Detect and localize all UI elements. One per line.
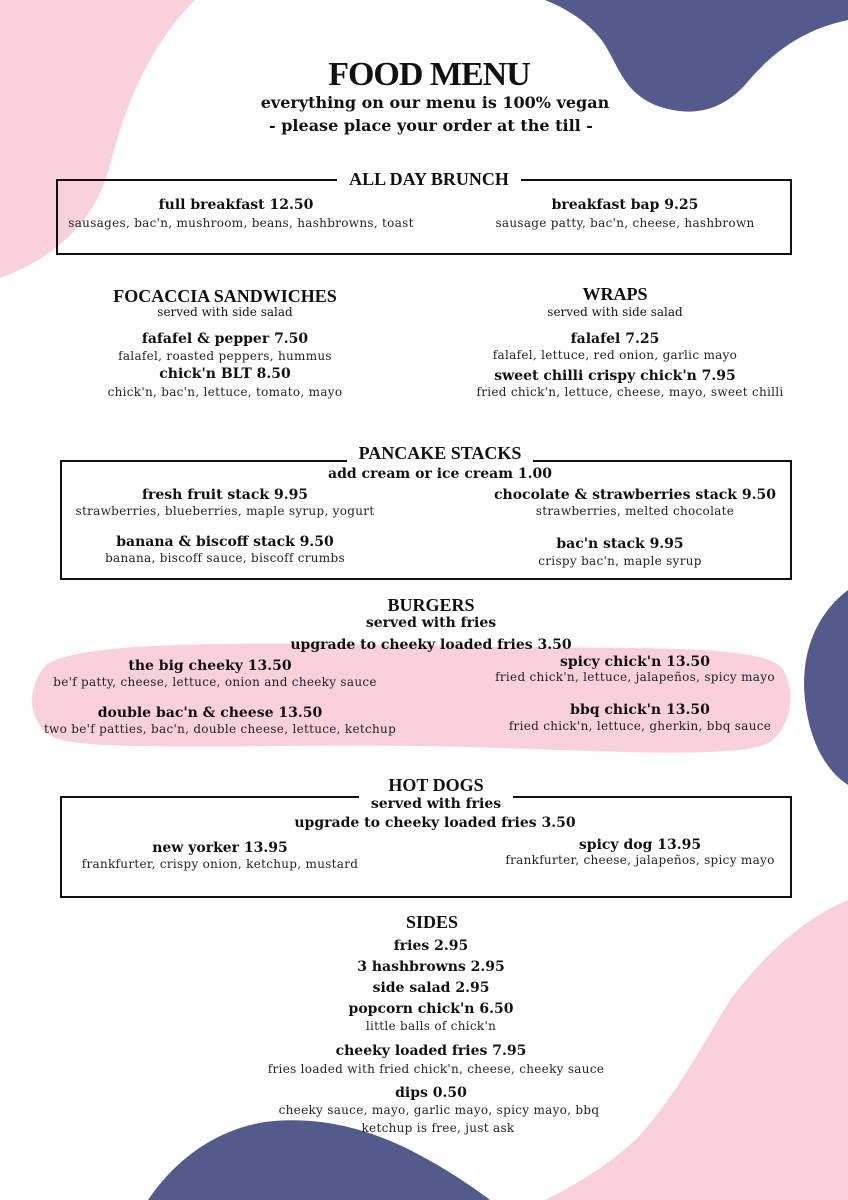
menu-item-name: spicy dog 13.95 (578, 837, 702, 853)
menu-item-name: fafafel & pepper 7.50 (141, 331, 309, 347)
menu-item-name: fries 2.95 (393, 938, 469, 954)
menu-item-name: chick'n BLT 8.50 (159, 366, 291, 382)
brunch-heading-wrap (0, 169, 848, 190)
menu-item-desc: little balls of chick'n (365, 1019, 497, 1033)
hotdogs-note: served with fries (359, 796, 513, 812)
menu-item-name: chocolate & strawberries stack 9.50 (494, 487, 776, 503)
order-note: - please place your order at the till - (269, 116, 593, 135)
menu-item-name: the big cheeky 13.50 (128, 658, 292, 674)
menu-item-name: cheeky loaded fries 7.95 (335, 1043, 527, 1059)
menu-item-desc: chick'n, bac'n, lettuce, tomato, mayo (107, 385, 343, 399)
burgers-heading: BURGERS (387, 595, 475, 615)
menu-item-desc: strawberries, melted chocolate (535, 504, 735, 518)
hotdogs-upgrade: upgrade to cheeky loaded fries 3.50 (294, 815, 576, 831)
page-title: FOOD MENU (328, 56, 530, 93)
menu-item-name: double bac'n & cheese 13.50 (97, 705, 323, 721)
menu-item-desc-extra: ketchup is free, just ask (361, 1121, 515, 1135)
menu-item-name: full breakfast 12.50 (158, 197, 314, 213)
menu-item-name: side salad 2.95 (372, 980, 490, 996)
menu-item-name: sweet chilli crispy chick'n 7.95 (494, 368, 736, 384)
menu-item-name: new yorker 13.95 (152, 840, 288, 856)
burgers-note: served with fries (365, 615, 497, 631)
focaccia-heading: FOCACCIA SANDWICHES (113, 286, 337, 306)
menu-item-desc: sausages, bac'n, mushroom, beans, hashbrowns, toast (68, 216, 414, 230)
menu-item-name: popcorn chick'n 6.50 (348, 1001, 514, 1017)
menu-item-desc: falafel, roasted peppers, hummus (118, 349, 332, 363)
menu-item-desc: fries loaded with fried chick'n, cheese, cheeky sauce (267, 1062, 605, 1076)
menu-item-name: bbq chick'n 13.50 (570, 702, 710, 718)
menu-item-name: banana & biscoff stack 9.50 (116, 534, 334, 550)
menu-item-name: breakfast bap 9.25 (551, 197, 699, 213)
vegan-subtitle: everything on our menu is 100% vegan (260, 93, 610, 112)
menu-item-desc: two be'f patties, bac'n, double cheese, lettuce, ketchup (43, 722, 397, 736)
menu-item-name: spicy chick'n 13.50 (560, 654, 710, 670)
brunch-heading: ALL DAY BRUNCH (337, 169, 521, 189)
menu-item-desc: sausage patty, bac'n, cheese, hashbrown (495, 216, 755, 230)
hotdogs-note-wrap (0, 793, 848, 812)
menu-item-desc: fried chick'n, lettuce, cheese, mayo, sweet chilli (476, 385, 784, 399)
menu-item-desc: be'f patty, cheese, lettuce, onion and cheeky sauce (53, 675, 377, 689)
pancakes-heading-wrap (0, 443, 848, 464)
wraps-note: served with side salad (547, 305, 683, 319)
menu-item-desc: frankfurter, crispy onion, ketchup, mustard (81, 857, 359, 871)
hotdogs-heading: HOT DOGS (376, 775, 495, 795)
menu-item-name: dips 0.50 (395, 1085, 467, 1101)
menu-item-name: falafel 7.25 (570, 331, 660, 347)
menu-item-desc: fried chick'n, lettuce, jalapeños, spicy mayo (495, 670, 775, 684)
pancakes-note: add cream or ice cream 1.00 (328, 466, 552, 482)
menu-item-name: fresh fruit stack 9.95 (141, 487, 309, 503)
burgers-upgrade: upgrade to cheeky loaded fries 3.50 (290, 637, 572, 653)
focaccia-note: served with side salad (157, 305, 293, 319)
wraps-heading: WRAPS (582, 284, 648, 304)
menu-item-desc: falafel, lettuce, red onion, garlic mayo (492, 348, 738, 362)
menu-item-desc: fried chick'n, lettuce, gherkin, bbq sauce (508, 719, 772, 733)
menu-item-desc: strawberries, blueberries, maple syrup, yogurt (75, 504, 375, 518)
menu-item-desc: cheeky sauce, mayo, garlic mayo, spicy mayo, bbq (278, 1103, 600, 1117)
menu-item-name: 3 hashbrowns 2.95 (357, 959, 505, 975)
menu-item-desc: banana, biscoff sauce, biscoff crumbs (105, 551, 345, 565)
menu-item-desc: frankfurter, cheese, jalapeños, spicy mayo (505, 853, 775, 867)
menu-item-name: bac'n stack 9.95 (556, 536, 684, 552)
menu-item-desc: crispy bac'n, maple syrup (538, 554, 702, 568)
sides-heading: SIDES (405, 912, 459, 932)
pancakes-heading: PANCAKE STACKS (347, 443, 534, 463)
